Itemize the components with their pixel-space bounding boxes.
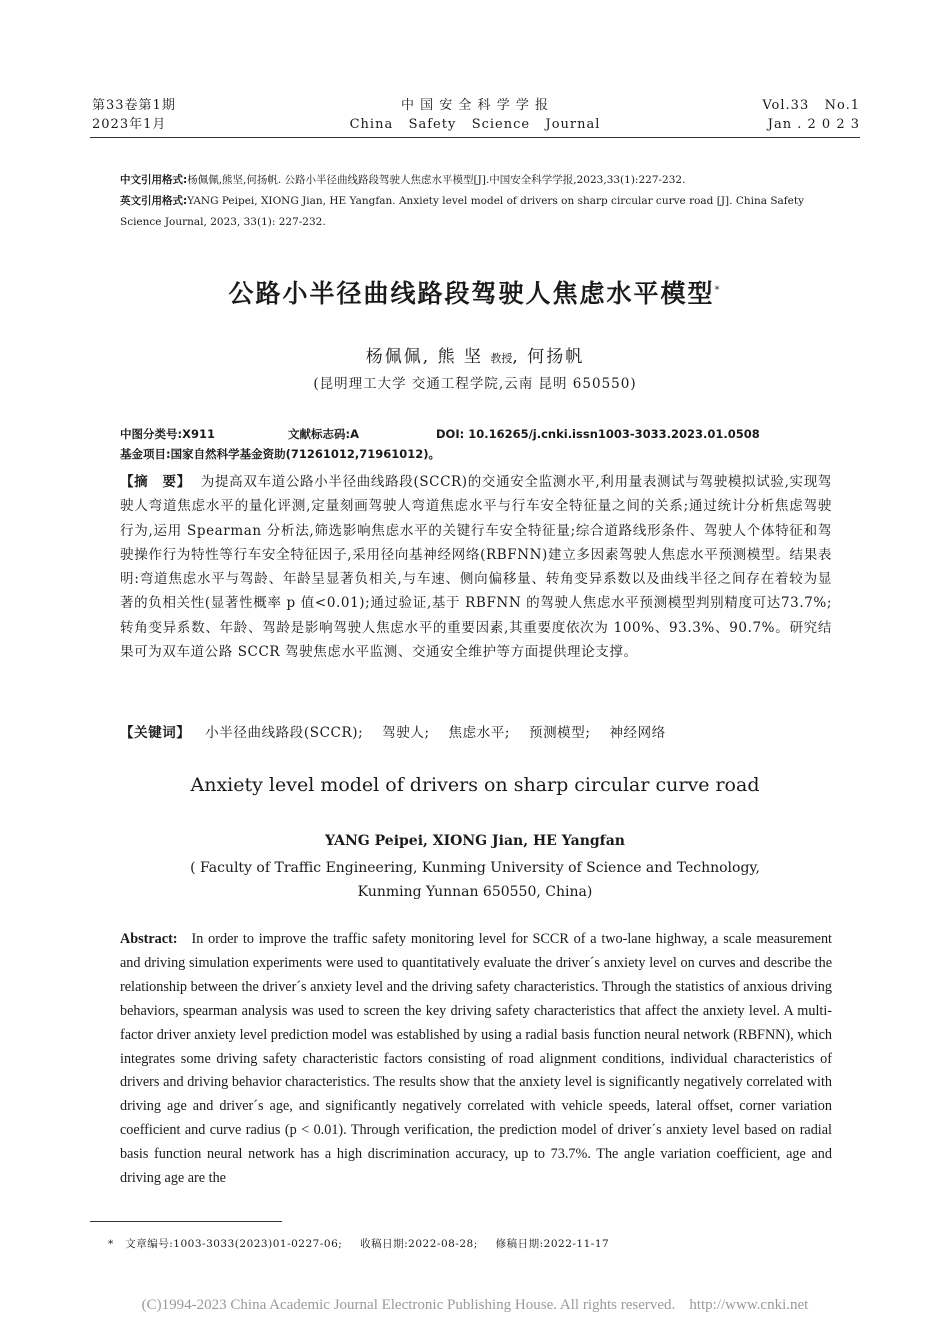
header-rule [90, 137, 860, 138]
journal-name-cn: 中 国 安 全 科 学 学 报 [401, 98, 549, 113]
keyword: 神经网络 [609, 725, 666, 741]
abstract-en-text: In order to improve the traffic safety monitoring level for SCCR of a two-lane highway, a scale measurement and driving simulation experiments were used to quantitatively evaluate the driver´s anxiety level on curves and describe the relationship between the driver´s anxiety level and the driving safety characteristics. Through the statistics of anxious driving behaviors, spearman analysis was used to screen the key driving safety characteristics that affect the anxiety level. A multi-factor driver anxiety level prediction model was established by using a radial basis function neural network (RBFNN), which integrates some driving safety characteristic factors consisting of road alignment conditions, individual characteristics of drivers and driving behavior characteristics. The results show that the anxiety level is significantly negatively correlated with driving age and driver´s age, and significantly negatively correlated with vehicle speeds, lateral offset, corner variation coefficient and curve radius (p < 0.01). Through verification, the prediction model of driver´s anxiety level based on radial basis function neural network has a high discrimination accuracy, up to 73.7%. The angle variation coefficient, age and driving age are the [120, 931, 832, 1187]
abstract-en-label: Abstract: [120, 931, 178, 947]
running-header-right [762, 96, 860, 134]
footnote-rule [90, 1221, 282, 1222]
issue-date: 2023年1月 [92, 117, 167, 132]
article-number: 文章编号:1003-3033(2023)01-0227-06; [125, 1238, 343, 1250]
author-2: 熊 坚 [437, 347, 483, 367]
document-code: 文献标志码:A [288, 427, 359, 441]
cnki-url[interactable]: http://www.cnki.net [689, 1297, 809, 1313]
english-title: Anxiety level model of drivers on sharp circular curve road [190, 774, 760, 796]
author-list [0, 342, 950, 367]
copyright-line [0, 1297, 950, 1314]
title-footnote-mark: * [714, 284, 722, 296]
volume-number-en: Vol.33 No.1 [762, 98, 860, 113]
keyword: 小半径曲线路段(SCCR); [205, 725, 364, 741]
keyword: 预测模型; [528, 725, 591, 741]
copyright-text: (C)1994-2023 China Academic Journal Electronic Publishing House. All rights reserved. [141, 1297, 676, 1313]
revised-date: 修稿日期:2022-11-17 [495, 1238, 610, 1250]
classification-number: 中图分类号:X911 [120, 427, 215, 441]
abstract-cn [120, 470, 832, 664]
keywords-cn [120, 721, 832, 745]
citation-cn [120, 170, 830, 191]
citation-en [120, 191, 830, 233]
volume-issue: 第33卷第1期 [92, 98, 176, 113]
english-authors: YANG Peipei, XIONG Jian, HE Yangfan [325, 833, 625, 849]
abstract-cn-text: 为提高双车道公路小半径曲线路段(SCCR)的交通安全监测水平,利用量表测试与驾驶模拟试验,实现驾驶人弯道焦虑水平的量化评测,定量刻画驾驶人弯道焦虑水平与行车安全特征量之间的关系;通过统计分析焦虑驾驶行为,运用 Spearman 分析法,筛选影响焦虑水平的关键行车安全特征量;综合道路线形条件、驾驶人个体特征和驾驶操作行为特性等行车安全特征因子,采用径向基神经网络(RBFNN)建立多因素驾驶人焦虑水平预测模型。结果表明:弯道焦虑水平与驾龄、年龄呈显著负相关,与车速、侧向偏移量、转角变异系数以及曲线半径之间存在着较为显著的负相关性(显著性概率 p 值<0.01);通过验证,基于 RBFNN 的驾驶人焦虑水平预测模型判别精度可达73.7%;转角变异系数、年龄、驾龄是影响驾驶人焦虑水平的重要因素,其重要度依次为 100%、93.3%、90.7%。研究结果可为双车道公路 SCCR 驾驶焦虑水平监测、交通安全维护等方面提供理论支撑。 [120, 474, 832, 661]
author-1: 杨佩佩, [365, 347, 431, 367]
paper-title-text: 公路小半径曲线路段驾驶人焦虑水平模型 [228, 279, 715, 308]
keyword: 焦虑水平; [448, 725, 511, 741]
abstract-en [120, 928, 832, 1191]
footnote-mark: * [108, 1238, 114, 1250]
english-affiliation-line-1: ( Faculty of Traffic Engineering, Kunming University of Science and Technology, [190, 860, 760, 876]
received-date: 收稿日期:2022-08-28; [360, 1238, 478, 1250]
author-3: , 何扬帆 [512, 347, 585, 367]
citation-en-text: YANG Peipei, XIONG Jian, HE Yangfan. Anxiety level model of drivers on sharp circular curve road [J]. China Safety Science Journal, 2023, 33(1): 227-232. [120, 195, 805, 228]
english-affiliation-line-2: Kunming Yunnan 650550, China) [357, 884, 593, 900]
footnote [108, 1236, 609, 1251]
doi: DOI: 10.16265/j.cnki.issn1003-3033.2023.01.0508 [436, 427, 760, 441]
abstract-cn-label: 【摘 要】 [120, 474, 191, 490]
journal-name-en: China Safety Science Journal [349, 117, 601, 132]
fund-line: 基金项目:国家自然科学基金资助(71261012,71961012)。 [120, 447, 441, 461]
meta-line [120, 424, 830, 444]
keyword: 驾驶人; [382, 725, 430, 741]
paper-title [0, 274, 950, 310]
citation-en-label: 英文引用格式: [120, 195, 188, 207]
date-en: Jan . 2 0 2 3 [767, 117, 860, 132]
keywords-cn-label: 【关键词】 [120, 725, 191, 741]
affiliation-cn: (昆明理工大学 交通工程学院,云南 昆明 650550) [313, 376, 637, 392]
citation-cn-text: 杨佩佩,熊坚,何扬帆. 公路小半径曲线路段驾驶人焦虑水平模型[J].中国安全科学学报,2023,33(1):227-232. [187, 174, 686, 186]
author-2-title: 教授 [490, 352, 513, 365]
citation-cn-label: 中文引用格式: [120, 174, 188, 186]
